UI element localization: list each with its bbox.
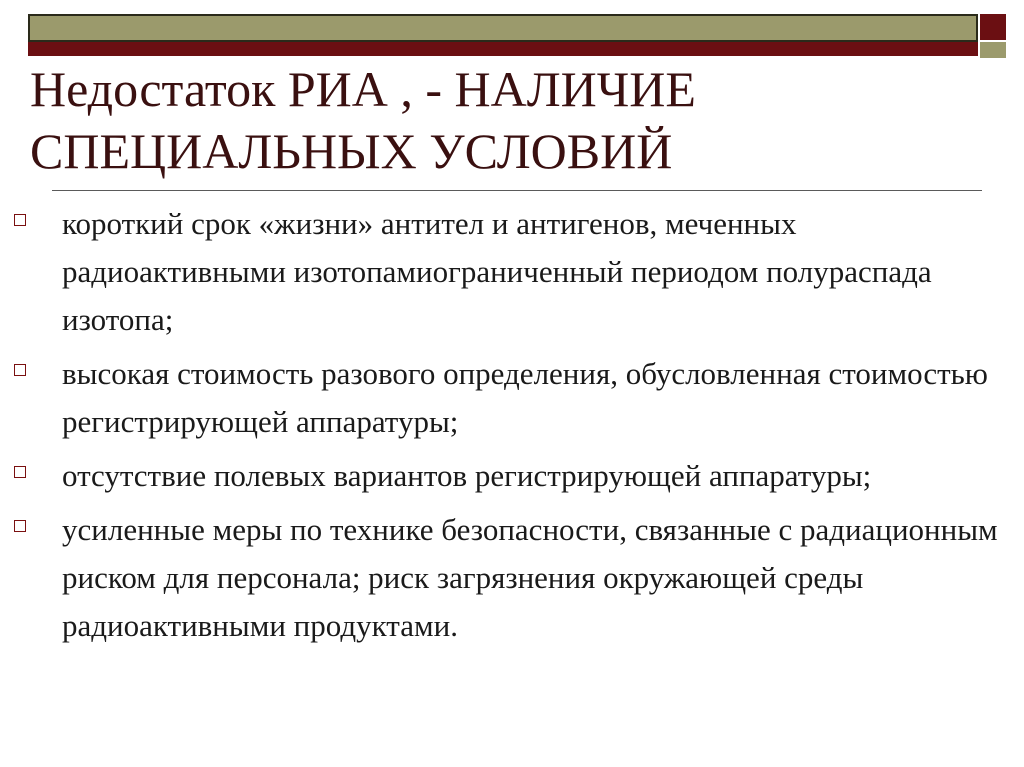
square-bullet-icon xyxy=(14,364,26,376)
bullet-text-2: высокая стоимость разового определения, обусловленная стоимостью регистрирующей аппаратуры; xyxy=(62,356,988,439)
slide-title-line-1: Недостаток РИА , - НАЛИЧИЕ xyxy=(30,61,696,117)
bullet-item-1 xyxy=(14,200,1014,344)
corner-square-olive xyxy=(980,42,1006,58)
bullet-list xyxy=(14,200,1014,656)
bullet-text-1: короткий срок «жизни» антител и антигенов, меченных радиоактивными изотопамиограниченный периодом полураспада изотопа; xyxy=(62,206,932,337)
bullet-text-4: усиленные меры по технике безопасности, связанные с радиационным риском для персонала; риск загрязнения окружающей среды радиоактивными продуктами. xyxy=(62,512,998,643)
corner-square-maroon xyxy=(980,14,1006,40)
header-decoration-band xyxy=(28,14,978,58)
square-bullet-icon xyxy=(14,214,26,226)
bullet-item-3 xyxy=(14,452,1014,500)
square-bullet-icon xyxy=(14,466,26,478)
bullet-item-2 xyxy=(14,350,1014,446)
header-maroon-stripe xyxy=(28,42,978,56)
bullet-text-3: отсутствие полевых вариантов регистрирующей аппаратуры; xyxy=(62,458,872,493)
title-underline xyxy=(52,190,982,191)
square-bullet-icon xyxy=(14,520,26,532)
bullet-item-4 xyxy=(14,506,1014,650)
slide-title-line-2: СПЕЦИАЛЬНЫХ УСЛОВИЙ xyxy=(30,123,673,179)
header-olive-stripe xyxy=(28,14,978,42)
slide-title xyxy=(30,58,970,182)
